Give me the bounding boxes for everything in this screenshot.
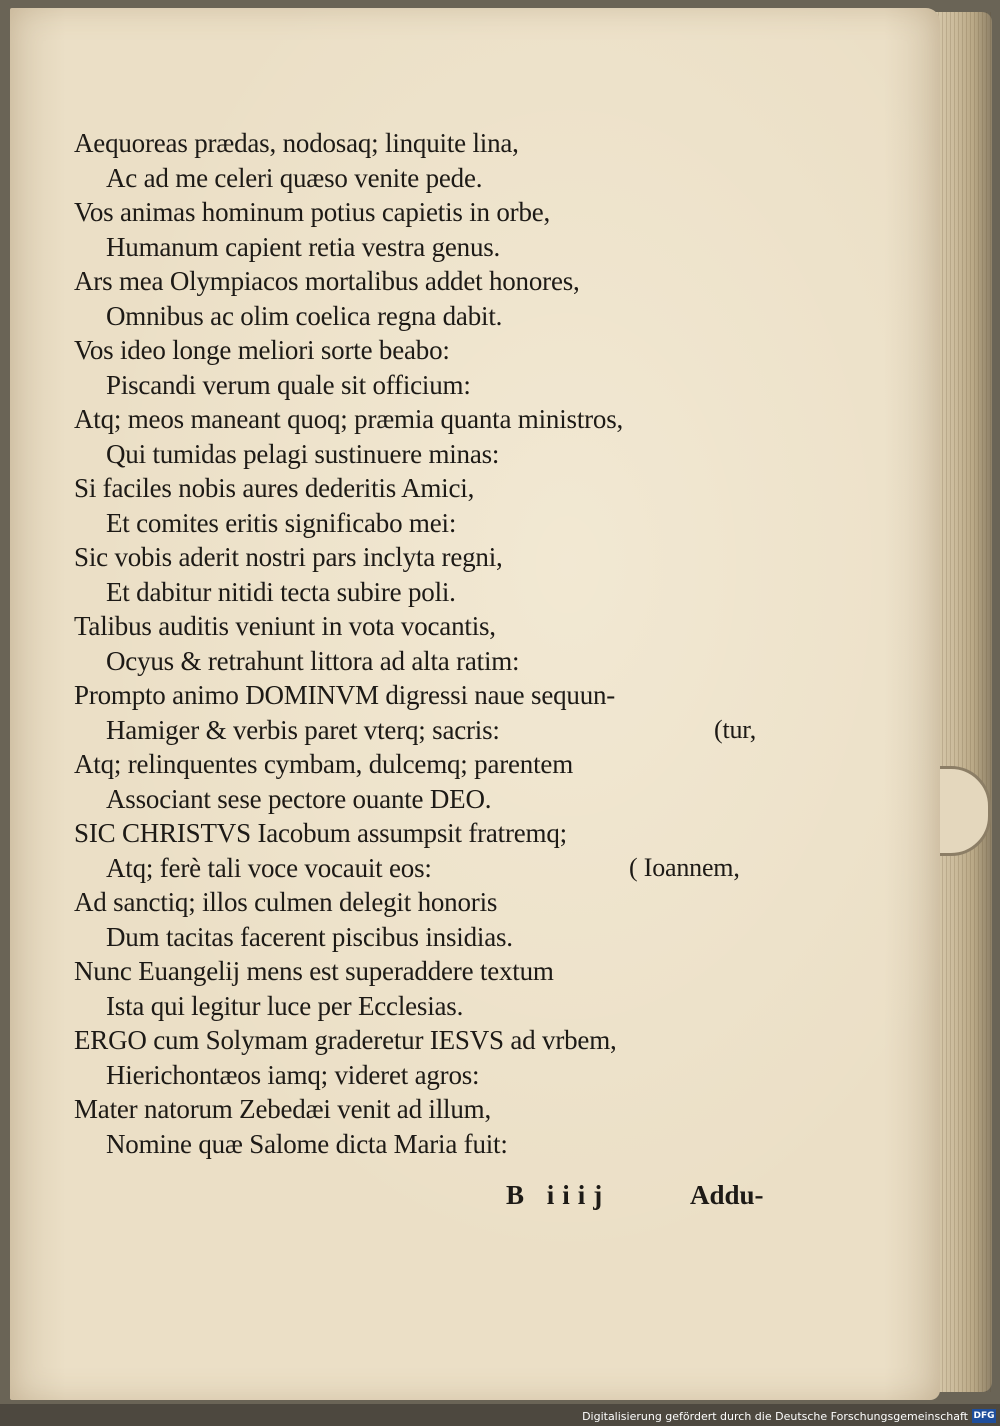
- verse-line: SIC CHRISTVS Iacobum assumpsit fratremq;: [74, 818, 567, 848]
- verse-line: Omnibus ac olim coelica regna dabit.: [106, 300, 503, 331]
- show-through-text: [780, 128, 940, 1228]
- verse-line: Piscandi verum quale sit officium:: [106, 369, 471, 400]
- verse-text: Hamiger & verbis paret vterq; sacris:: [106, 714, 500, 745]
- verse-line: Atq; meos maneant quoq; præmia quanta ministros,: [74, 404, 624, 434]
- verse-line: Nomine quæ Salome dicta Maria fuit:: [106, 1128, 508, 1159]
- verse-line: Humanum capient retia vestra genus.: [106, 231, 501, 262]
- verse-line: Hierichontæos iamq; videret agros:: [106, 1059, 480, 1090]
- verse-line: Prompto animo DOMINVM digressi naue sequun-: [74, 680, 616, 710]
- dfg-logo-icon: DFG: [973, 1411, 995, 1421]
- verse-line: Et dabitur nitidi tecta subire poli.: [106, 576, 456, 607]
- verse-line: Dum tacitas facerent piscibus insidias.: [106, 921, 513, 952]
- verse-line: ERGO cum Solymam graderetur IESVS ad vrbem,: [74, 1025, 617, 1055]
- catchword: Addu-: [690, 1180, 764, 1210]
- verse-line: Atq; relinquentes cymbam, dulcemq; parentem: [74, 749, 573, 779]
- verse-line: Ocyus & retrahunt littora ad alta ratim:: [106, 645, 520, 676]
- verse-line: Nunc Euangelij mens est superaddere textum: [74, 956, 554, 986]
- verse-line: Ista qui legitur luce per Ecclesias.: [106, 990, 464, 1021]
- verse-line: Mater natorum Zebedæi venit ad illum,: [74, 1094, 491, 1124]
- verse-line: Aequoreas prædas, nodosaq; linquite lina,: [74, 128, 519, 158]
- signature-mark: B iiij: [506, 1180, 611, 1210]
- funding-credit: Digitalisierung gefördert durch die Deutsche Forschungsgemeinschaft: [582, 1410, 968, 1423]
- book-page: [10, 8, 940, 1400]
- verse-line: Vos ideo longe meliori sorte beabo:: [74, 335, 450, 365]
- verse-line: Ad sanctiq; illos culmen delegit honoris: [74, 887, 498, 917]
- verse-line: Et comites eritis significabo mei:: [106, 507, 457, 538]
- verse-line: Si faciles nobis aures dederitis Amici,: [74, 473, 475, 503]
- verse-line: Vos animas hominum potius capietis in orbe,: [74, 197, 551, 227]
- verse-line: Ars mea Olympiacos mortalibus addet honores,: [74, 266, 580, 296]
- verse-text: Atq; ferè tali voce vocauit eos:: [106, 852, 432, 883]
- verse-line-with-turnover: [74, 713, 794, 748]
- verse-line-with-turnover: [74, 851, 794, 886]
- turnover-continuation: (tur,: [714, 714, 756, 744]
- verse-line: Associant sese pectore ouante DEO.: [106, 783, 492, 814]
- verse-line: Ac ad me celeri quæso venite pede.: [106, 162, 483, 193]
- verse-list: [74, 126, 794, 1161]
- verse-line: Sic vobis aderit nostri pars inclyta regni,: [74, 542, 503, 572]
- turnover-continuation: ( Ioannem,: [629, 852, 740, 882]
- verse-line: Talibus auditis veniunt in vota vocantis,: [74, 611, 496, 641]
- page-footer: [10, 1180, 800, 1216]
- credit-bar: [0, 1404, 1000, 1426]
- verse-line: Qui tumidas pelagi sustinuere minas:: [106, 438, 500, 469]
